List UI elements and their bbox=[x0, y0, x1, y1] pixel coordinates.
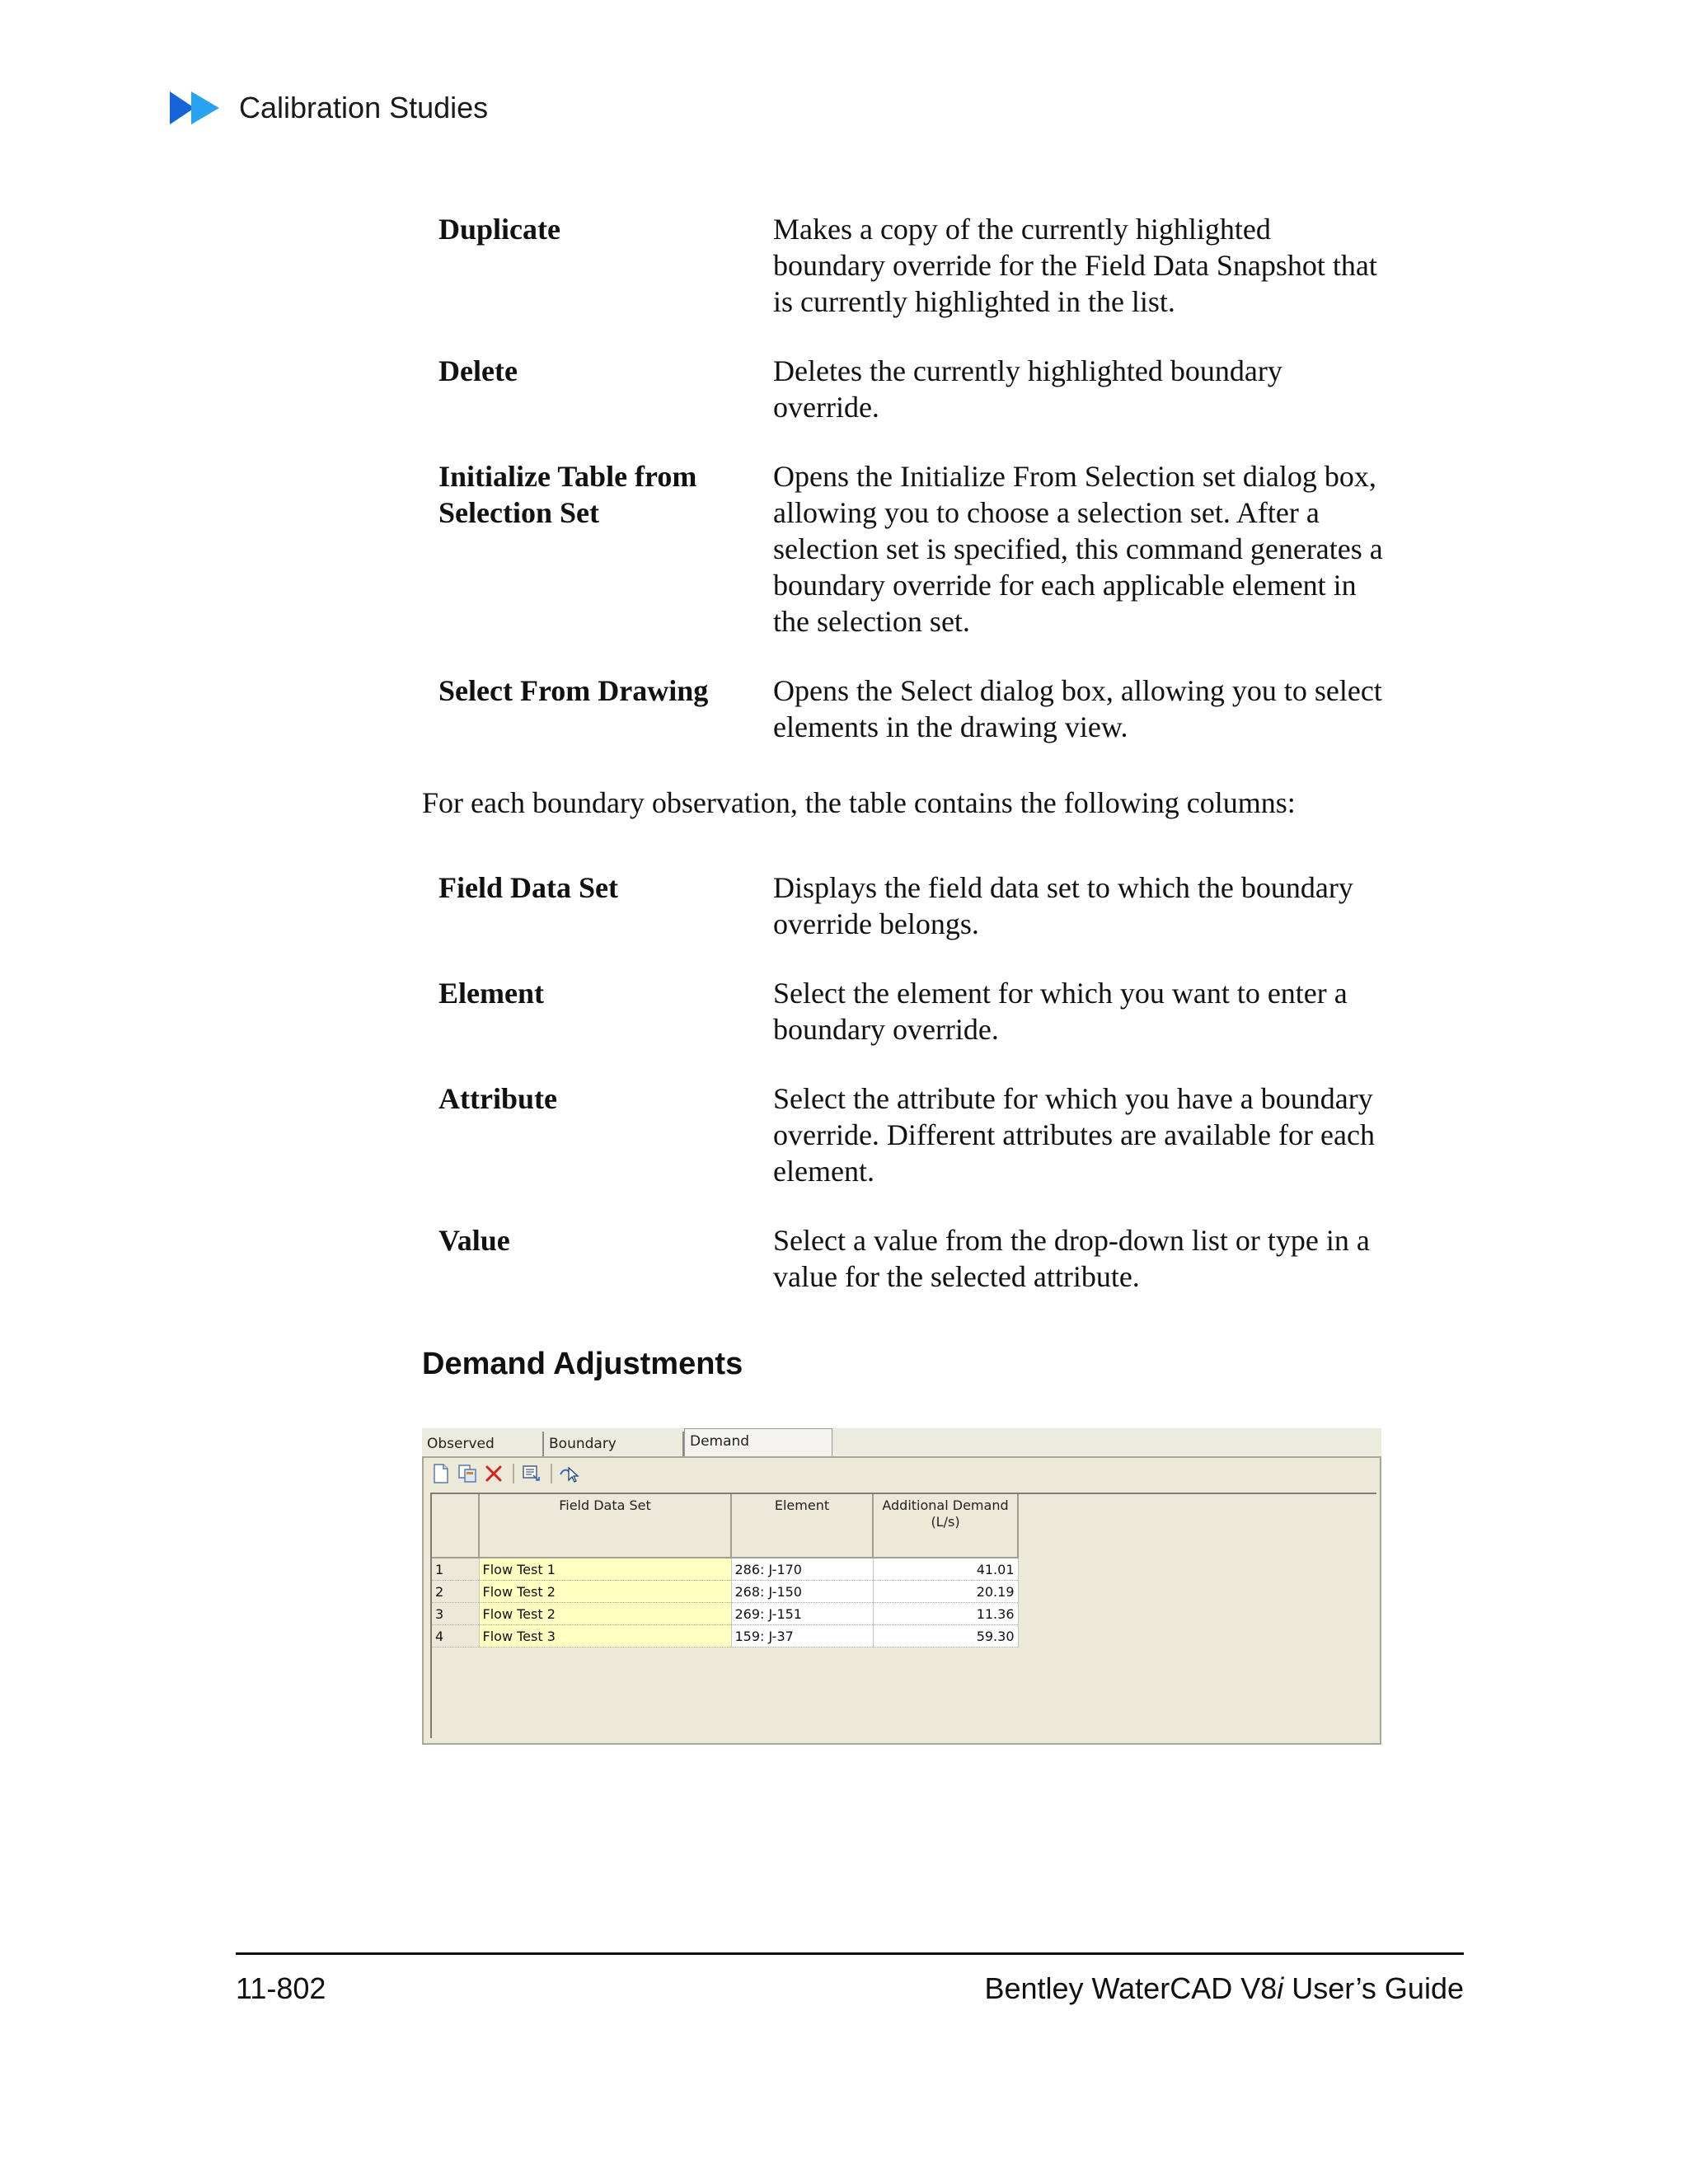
tab-boundary-overrides[interactable]: Boundary bbox=[544, 1432, 684, 1456]
row-number[interactable]: 3 bbox=[432, 1603, 479, 1625]
definition-description: Displays the field data set to which the boundary override belongs. bbox=[773, 871, 1353, 940]
column-header-element[interactable]: Element bbox=[731, 1494, 873, 1558]
definition-term: Attribute bbox=[438, 1082, 557, 1115]
definition-row bbox=[438, 458, 1386, 640]
guide-title bbox=[984, 1971, 1464, 2006]
chapter-arrow-icon bbox=[170, 90, 223, 126]
definition-description: Select a value from the drop-down list or type in a value for the selected attribute. bbox=[773, 1224, 1370, 1293]
table-row[interactable] bbox=[432, 1625, 1018, 1647]
definition-row bbox=[438, 869, 1386, 942]
definition-term: Value bbox=[438, 1224, 510, 1257]
new-icon[interactable] bbox=[430, 1463, 452, 1484]
initialize-table-icon[interactable] bbox=[521, 1463, 542, 1484]
element-cell[interactable]: 268: J-150 bbox=[731, 1581, 873, 1603]
chapter-title: Calibration Studies bbox=[239, 91, 489, 124]
additional-demand-cell[interactable]: 11.36 bbox=[873, 1603, 1018, 1625]
footer-rule bbox=[236, 1952, 1464, 1955]
toolbar-separator bbox=[513, 1464, 514, 1483]
additional-demand-cell[interactable]: 41.01 bbox=[873, 1558, 1018, 1581]
element-cell[interactable]: 159: J-37 bbox=[731, 1625, 873, 1647]
guide-title-suffix: User’s Guide bbox=[1283, 1971, 1464, 2005]
definition-description: Deletes the currently highlighted boundary override. bbox=[773, 354, 1282, 424]
field-data-set-cell[interactable]: Flow Test 3 bbox=[479, 1625, 731, 1647]
definition-description: Select the element for which you want to enter a boundary override. bbox=[773, 977, 1348, 1046]
demand-adjustments-grid bbox=[430, 1493, 1376, 1738]
definition-term: Select From Drawing bbox=[438, 674, 709, 707]
row-header-corner bbox=[432, 1494, 479, 1558]
section-heading: Demand Adjustments bbox=[422, 1347, 743, 1381]
tab-demand-adjustments[interactable]: Demand bbox=[684, 1428, 832, 1457]
table-row[interactable] bbox=[432, 1603, 1018, 1625]
column-header-additional-demand[interactable]: Additional Demand (L/s) bbox=[873, 1494, 1018, 1558]
tab-content bbox=[422, 1456, 1381, 1745]
definition-row bbox=[438, 1080, 1386, 1189]
grid-toolbar bbox=[430, 1461, 585, 1486]
definition-term: Duplicate bbox=[438, 213, 560, 246]
command-definition-list bbox=[438, 211, 1386, 778]
guide-title-italic: i bbox=[1277, 1971, 1284, 2005]
definition-term: Element bbox=[438, 977, 544, 1010]
column-header-field-data-set[interactable]: Field Data Set bbox=[479, 1494, 731, 1558]
tab-observed-target[interactable]: Observed bbox=[422, 1432, 544, 1456]
column-definition-list bbox=[438, 869, 1386, 1328]
demand-adjustments-panel bbox=[422, 1428, 1381, 1745]
row-number[interactable]: 4 bbox=[432, 1625, 479, 1647]
row-number[interactable]: 2 bbox=[432, 1581, 479, 1603]
additional-demand-cell[interactable]: 59.30 bbox=[873, 1625, 1018, 1647]
definition-description: Makes a copy of the currently highlighted boundary override for the Field Data Snapshot that is currently highlighted in the list. bbox=[773, 213, 1377, 318]
definition-term: Delete bbox=[438, 354, 518, 387]
definition-row bbox=[438, 353, 1386, 425]
definition-term: Initialize Table from Selection Set bbox=[438, 460, 697, 529]
definition-term: Field Data Set bbox=[438, 871, 618, 904]
page-header bbox=[170, 87, 488, 129]
definition-description: Opens the Select dialog box, allowing you to select elements in the drawing view. bbox=[773, 674, 1382, 743]
additional-demand-cell[interactable]: 20.19 bbox=[873, 1581, 1018, 1603]
intro-paragraph: For each boundary observation, the table contains the following columns: bbox=[422, 786, 1296, 819]
guide-title-prefix: Bentley WaterCAD V8 bbox=[984, 1971, 1278, 2005]
table-row[interactable] bbox=[432, 1581, 1018, 1603]
element-cell[interactable]: 269: J-151 bbox=[731, 1603, 873, 1625]
definition-description: Select the attribute for which you have a boundary override. Different attributes are available for each element. bbox=[773, 1082, 1375, 1188]
definition-row bbox=[438, 1222, 1386, 1295]
field-data-set-cell[interactable]: Flow Test 2 bbox=[479, 1581, 731, 1603]
select-from-drawing-icon[interactable] bbox=[559, 1463, 580, 1484]
definition-description: Opens the Initialize From Selection set dialog box, allowing you to choose a selection set. After a selection set is specified, this command generates a boundary override for each applicable element in the selection set. bbox=[773, 460, 1383, 638]
field-data-set-cell[interactable]: Flow Test 1 bbox=[479, 1558, 731, 1581]
element-cell[interactable]: 286: J-170 bbox=[731, 1558, 873, 1581]
table-row[interactable] bbox=[432, 1558, 1018, 1581]
definition-row bbox=[438, 975, 1386, 1047]
row-number[interactable]: 1 bbox=[432, 1558, 479, 1581]
delete-icon[interactable] bbox=[483, 1463, 504, 1484]
field-data-set-cell[interactable]: Flow Test 2 bbox=[479, 1603, 731, 1625]
tab-strip bbox=[422, 1428, 1381, 1457]
definition-row bbox=[438, 673, 1386, 745]
definition-row bbox=[438, 211, 1386, 320]
duplicate-icon[interactable] bbox=[457, 1463, 478, 1484]
toolbar-separator bbox=[551, 1464, 552, 1483]
page-number: 11-802 bbox=[236, 1971, 326, 2005]
